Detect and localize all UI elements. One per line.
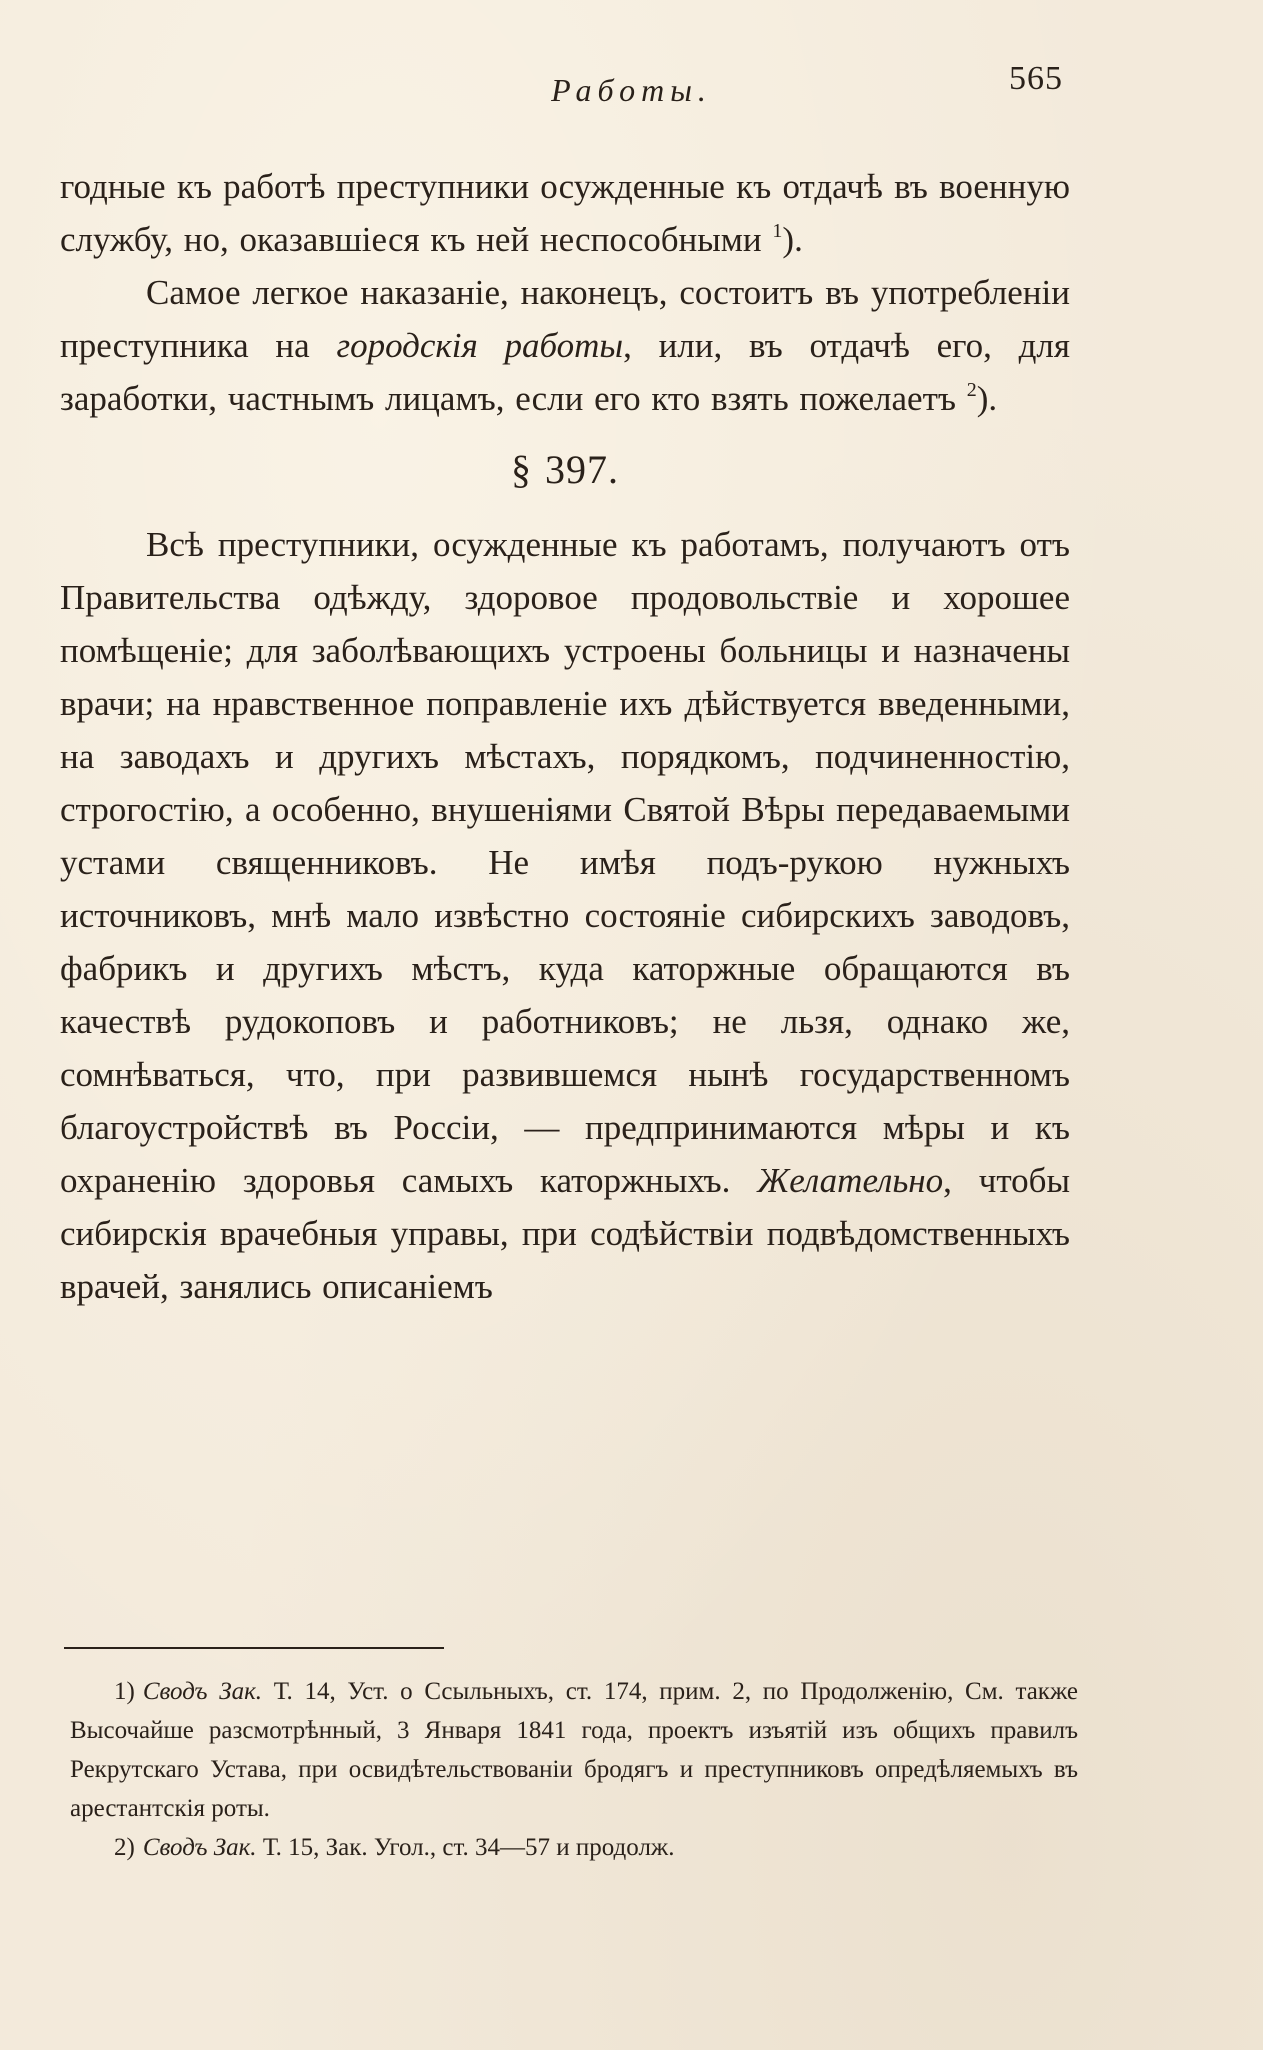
footnote-mark: 1): [114, 1678, 135, 1705]
paragraph-text: Всѣ преступники, осужденные къ работамъ, получаютъ отъ Правительства одѣжду, здоровое продовольствіе и хорошее помѣщеніе; для заболѣвающихъ устроены больницы и назначены врачи; на нравственное поправленіе ихъ дѣйствуется введенными, на заводахъ и другихъ мѣстахъ, порядкомъ, подчиненностію, строгостію, а особенно, внушеніями Святой Вѣры передаваемыми устами священниковъ. Не имѣя подъ-рукою нужныхъ источниковъ, мнѣ мало извѣстно состояніе сибирскихъ заводовъ, фабрикъ и другихъ мѣстъ, куда каторжные обращаются въ качествѣ рудокоповъ и работниковъ; не льзя, однако же, сомнѣваться, что, при развившемся нынѣ государственномъ благоустройствѣ въ Россіи, — предпринимаются мѣры и къ охраненію здоровья самыхъ каторжныхъ.: [60, 525, 1070, 1200]
footnote-ref-2: 2: [966, 379, 977, 401]
main-text: [60, 160, 1070, 1313]
emphasis-text: Желательно: [757, 1161, 944, 1200]
page-number: 565: [1009, 60, 1063, 97]
paragraph-text: , или, въ отдачѣ его, для заработки, частнымъ лицамъ, если его кто взять пожелаетъ: [60, 326, 1070, 418]
footnote-text: Т. 14, Уст. о Ссыльныхъ, ст. 174, прим. 2, по Продолженію, См. также Высочайше разсмотрѣнный, 3 Января 1841 года, проектъ изъятій изъ общихъ правилъ Рекрутскаго Устава, при освидѣтельствованіи бродягъ и преступниковъ опредѣляемыхъ въ арестантскія роты.: [70, 1678, 1078, 1822]
paragraph-end: ).: [976, 379, 998, 418]
paragraph-continuation: [60, 160, 1070, 266]
section-heading: § 397.: [511, 447, 619, 492]
footnote-source: Сводъ Зак.: [142, 1678, 263, 1705]
paragraph-prisoners: [60, 518, 1070, 1313]
paragraph-punishment: [60, 266, 1070, 425]
footnote-source: Сводъ Зак.: [142, 1834, 257, 1861]
footnotes: [70, 1672, 1078, 1867]
footnote-ref-1: 1: [772, 220, 783, 242]
running-head: Работы.: [551, 72, 712, 108]
footnote-2: [70, 1828, 1078, 1867]
emphasis-text: городскія работы: [336, 326, 624, 365]
paragraph-text: годные къ работѣ преступники осужденные къ отдачѣ въ военную службу, но, оказавшіеся къ ней неспособными: [60, 167, 1070, 259]
footnote-divider: [64, 1647, 444, 1649]
footnote-text: Т. 15, Зак. Угол., ст. 34—57 и продолж.: [262, 1834, 675, 1861]
paragraph-end: ).: [782, 220, 803, 259]
footnote-1: [70, 1672, 1078, 1828]
paragraph-text: , чтобы сибирскія врачебныя управы, при содѣйствіи подвѣдомственныхъ врачей, занялись описаніемъ: [60, 1161, 1070, 1306]
paragraph-text: Самое легкое наказаніе, наконецъ, состоитъ въ употребленіи преступника на: [60, 273, 1070, 365]
footnote-mark: 2): [114, 1834, 135, 1861]
